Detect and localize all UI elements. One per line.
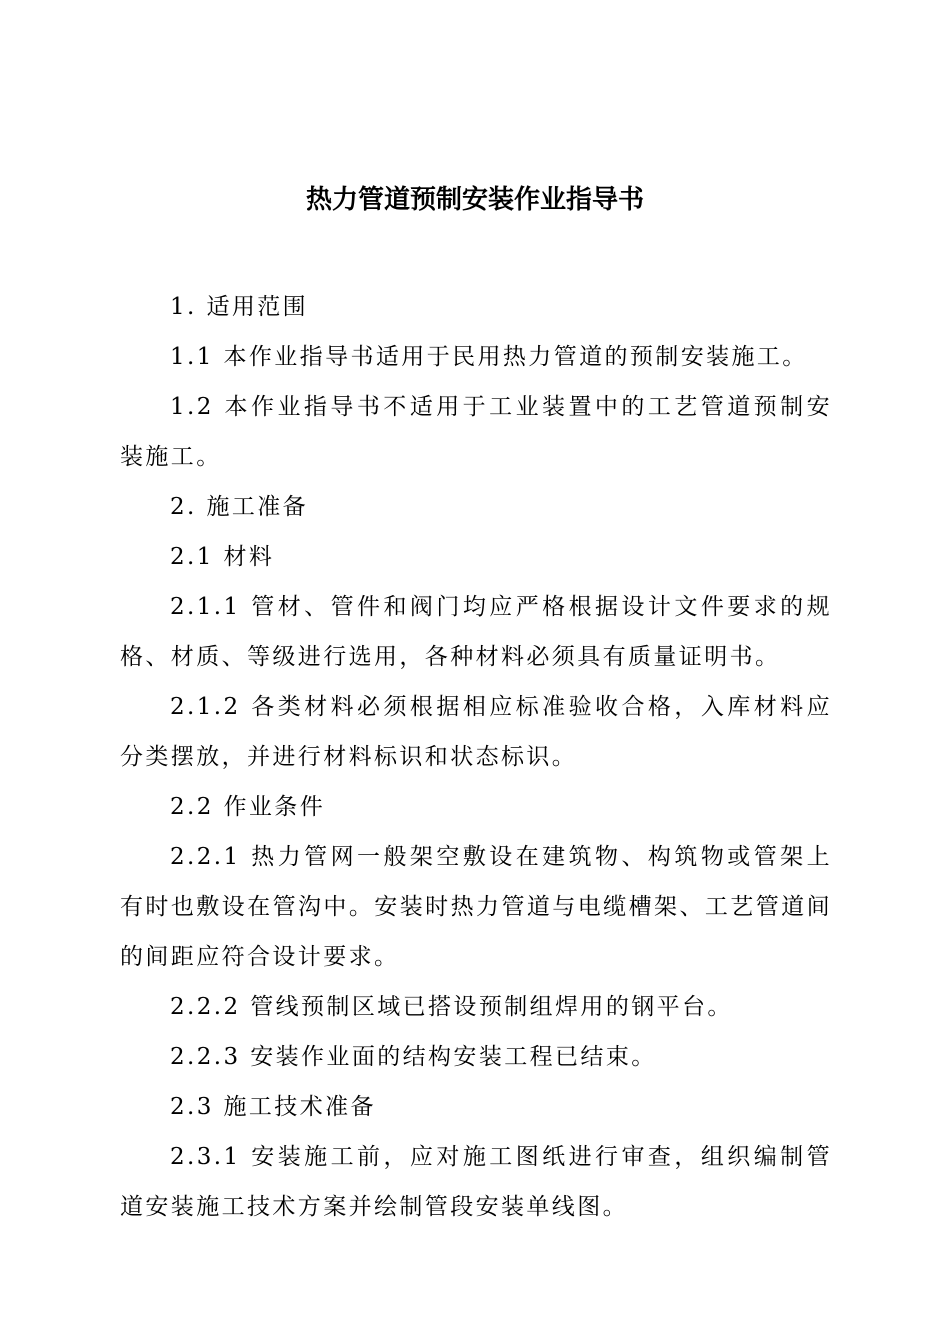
document-body (120, 282, 832, 1232)
paragraph-2-2-3: 2.2.3 安装作业面的结构安装工程已结束。 (170, 1044, 657, 1070)
paragraph-2-1-2: 2.1.2 各类材料必须根据相应标准验收合格，入库材料应分类摆放，并进行材料标识和状态标识。 (120, 694, 832, 770)
subsection-heading-2-2: 2.2 作业条件 (170, 794, 326, 820)
paragraph-1-1: 1.1 本作业指导书适用于民用热力管道的预制安装施工。 (170, 344, 808, 370)
subsection-heading-2-1: 2.1 材料 (170, 544, 275, 570)
section-heading-1: 1. 适用范围 (170, 294, 309, 320)
paragraph-2-3-1: 2.3.1 安装施工前，应对施工图纸进行审查，组织编制管道安装施工技术方案并绘制管段安装单线图。 (120, 1144, 832, 1220)
paragraph-1-2: 1.2 本作业指导书不适用于工业装置中的工艺管道预制安装施工。 (120, 394, 832, 470)
subsection-heading-2-3: 2.3 施工技术准备 (170, 1094, 376, 1120)
document-title: 热力管道预制安装作业指导书 (305, 185, 644, 215)
paragraph-2-2-1: 2.2.1 热力管网一般架空敷设在建筑物、构筑物或管架上有时也敷设在管沟中。安装时热力管道与电缆槽架、工艺管道间的间距应符合设计要求。 (120, 844, 832, 970)
paragraph-2-2-2: 2.2.2 管线预制区域已搭设预制组焊用的钢平台。 (170, 994, 733, 1020)
paragraph-2-1-1: 2.1.1 管材、管件和阀门均应严格根据设计文件要求的规格、材质、等级进行选用，各种材料必须具有质量证明书。 (120, 594, 832, 670)
section-heading-2: 2. 施工准备 (170, 494, 309, 520)
